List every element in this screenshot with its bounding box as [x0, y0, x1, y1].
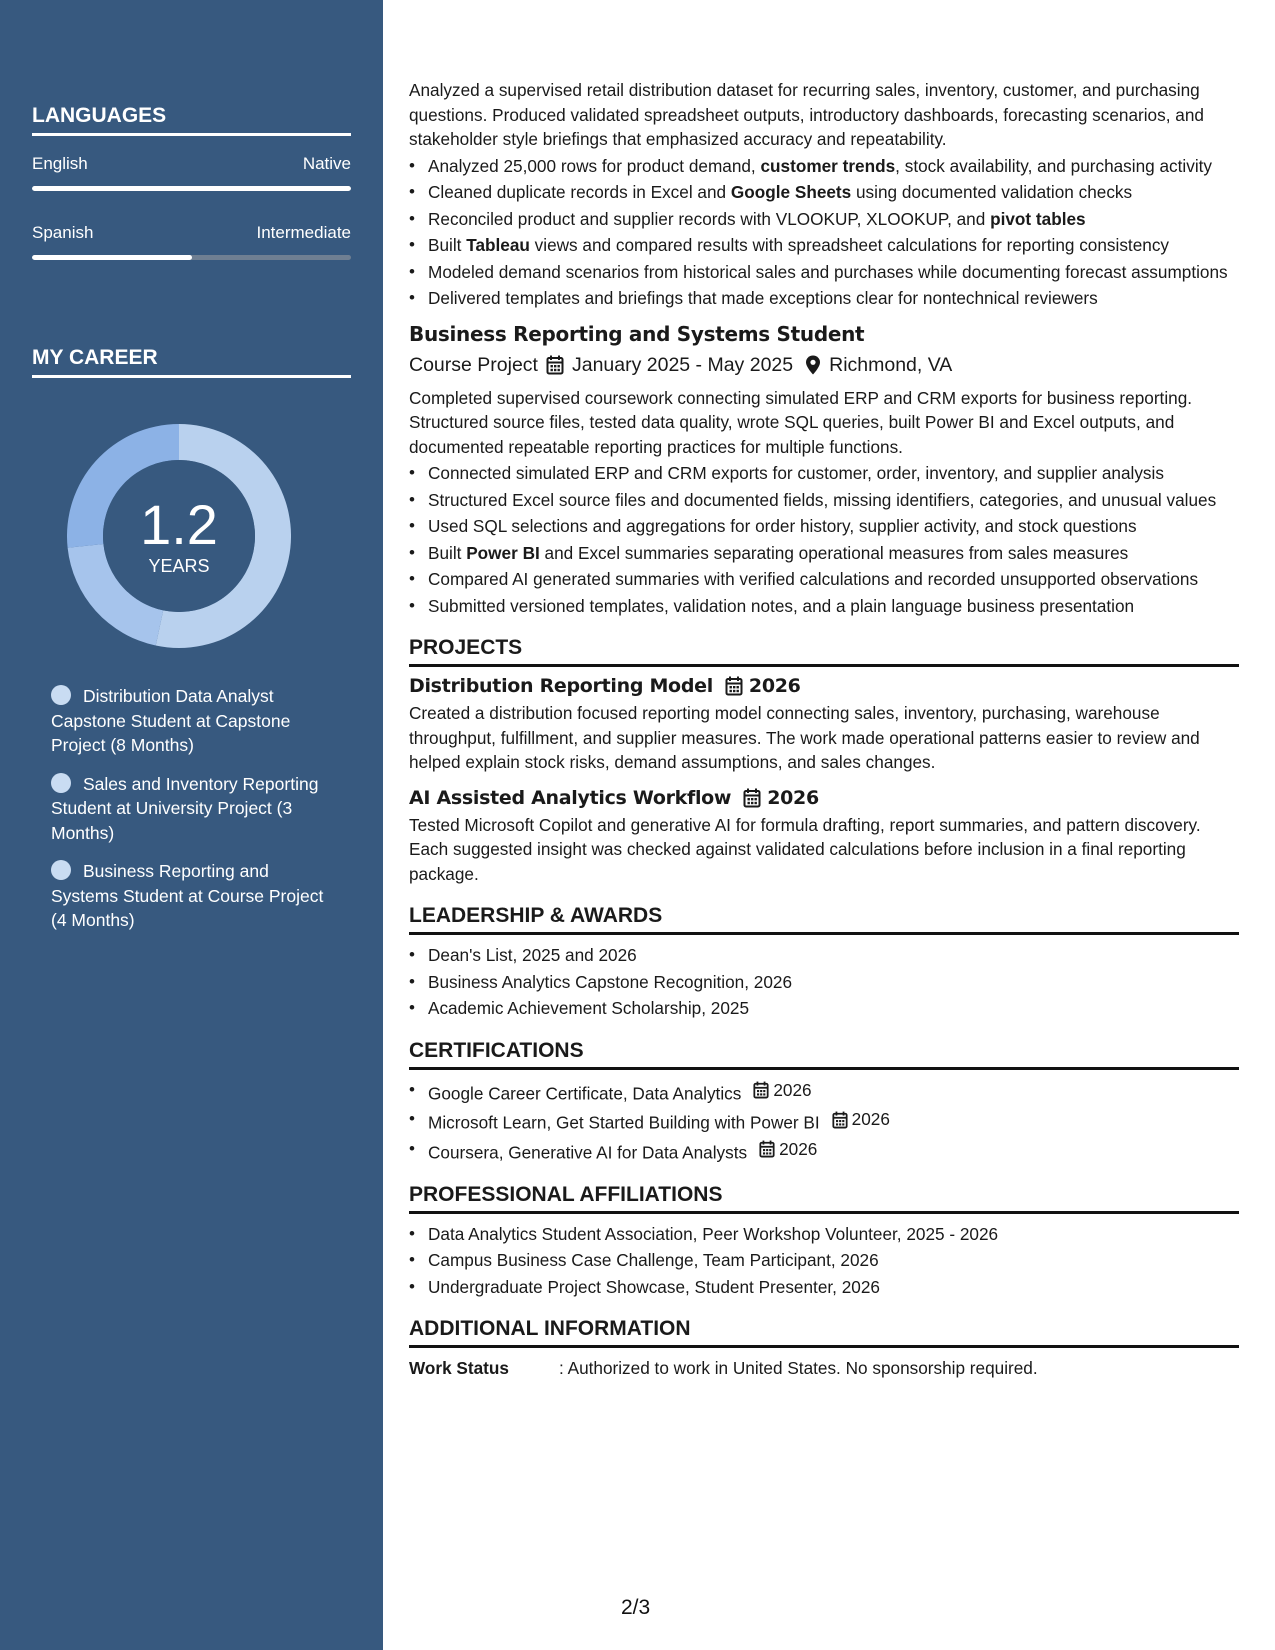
affiliations-list [409, 1222, 1239, 1300]
certification-item: • Google Career Certificate, Data Analytics 2026 [409, 1078, 1239, 1106]
job-paragraph: Completed supervised coursework connecting simulated ERP and CRM exports for business reporting. Structured source files, tested data quality, wrote SQL queries, built Power BI and Excel outputs, and documented repeatable reporting practices for multiple functions. [409, 387, 1193, 457]
project-year: 2026 [767, 786, 819, 809]
languages-section [32, 104, 351, 260]
languages-heading: LANGUAGES [32, 104, 351, 136]
bullet-item: • Cleaned duplicate records in Excel and Google Sheets using documented validation checks [409, 180, 1239, 205]
project-year: 2026 [748, 675, 801, 697]
bullet-item: • Structured Excel source files and documented fields, missing identifiers, categories, and unusual values [409, 488, 1239, 513]
project-description: Created a distribution focused reporting model connecting sales, inventory, purchasing, warehouse throughput, fulfillment, and supplier measures. The work made operational patterns easier to review and helped explain stock risks, demand assumptions, and sales changes. [409, 703, 1200, 772]
leadership-heading: LEADERSHIP & AWARDS [409, 904, 1239, 935]
affiliations-heading: PROFESSIONAL AFFILIATIONS [409, 1183, 1239, 1214]
career-dot-icon [51, 685, 71, 705]
work-status-label: Work Status [409, 1358, 509, 1379]
job-org: Course Project [409, 353, 538, 376]
bullet-item: • Compared AI generated summaries with verified calculations and recorded unsupported observations [409, 567, 1239, 592]
bullet-item: • Submitted versioned templates, validation notes, and a plain language business presentation [409, 594, 1239, 619]
bullet-item: • Built Tableau views and compared results with spreadsheet calculations for reporting consistency [409, 233, 1239, 258]
certifications-list [409, 1078, 1239, 1165]
bullet-item: • Built Power BI and Excel summaries separating operational measures from sales measures [409, 541, 1239, 566]
list-item: • Business Analytics Capstone Recognition, 2026 [409, 970, 1239, 995]
list-item: • Data Analytics Student Association, Peer Workshop Volunteer, 2025 - 2026 [409, 1222, 1239, 1247]
career-total-unit: YEARS [148, 555, 210, 576]
main-content [409, 78, 1239, 1379]
list-item: • Campus Business Case Challenge, Team Participant, 2026 [409, 1248, 1239, 1273]
certifications-heading: CERTIFICATIONS [409, 1039, 1239, 1070]
certification-year: 2026 [779, 1139, 818, 1159]
bullet-item: • Analyzed 25,000 rows for product demand, customer trends, stock availability, and purchasing activity [409, 154, 1239, 179]
language-name: English [32, 154, 88, 173]
job-bullets [409, 461, 1239, 618]
projects-list [409, 675, 1239, 886]
calendar-icon [546, 355, 564, 375]
language-proficiency-fill [32, 186, 351, 191]
job-dates: January 2025 - May 2025 [571, 353, 794, 376]
language-level: Intermediate [256, 223, 351, 242]
experience-intro-paragraph: Analyzed a supervised retail distribution dataset for recurring sales, inventory, customer, and purchasing questions. Produced validated spreadsheet outputs, introductory dashboards, forecasting scenarios, and stakeholder style briefings that emphasized accuracy and repeatability. [409, 80, 1204, 149]
calendar-icon [759, 1140, 775, 1158]
job-title: Business Reporting and Systems Student [409, 321, 865, 346]
career-total-years: 1.2 [140, 492, 218, 556]
calendar-icon [725, 676, 743, 696]
bullet-item: • Connected simulated ERP and CRM exports for customer, order, inventory, and supplier analysis [409, 461, 1239, 486]
bullet-item: • Delivered templates and briefings that made exceptions clear for nontechnical reviewers [409, 286, 1239, 311]
language-row [32, 223, 351, 243]
sidebar [0, 0, 383, 1650]
job-meta [409, 354, 1239, 377]
certification-item: • Coursera, Generative AI for Data Analysts 2026 [409, 1137, 1239, 1165]
location-pin-icon [805, 355, 821, 375]
bullet-item: • Used SQL selections and aggregations for order history, supplier activity, and stock questions [409, 514, 1239, 539]
leadership-list [409, 943, 1239, 1021]
language-proficiency-bar [32, 255, 351, 260]
certification-year: 2026 [851, 1109, 890, 1130]
career-dot-icon [51, 773, 71, 793]
experience-intro-bullets [409, 154, 1239, 311]
language-name: Spanish [32, 223, 94, 242]
career-item: Distribution Data Analyst Capstone Student at Capstone Project (8 Months) [51, 686, 291, 755]
career-section [32, 346, 351, 378]
career-heading: MY CAREER [32, 346, 351, 378]
career-list [51, 684, 331, 947]
projects-heading: PROJECTS [409, 636, 1239, 667]
list-item: • Dean's List, 2025 and 2026 [409, 943, 1239, 968]
language-level: Native [302, 154, 351, 173]
career-item: Sales and Inventory Reporting Student at University Project (3 Months) [51, 773, 319, 843]
calendar-icon [743, 788, 761, 808]
career-donut-chart [67, 424, 291, 648]
project-title: Distribution Reporting Model 2026 [409, 675, 801, 697]
calendar-icon [753, 1081, 769, 1099]
calendar-icon [832, 1111, 848, 1129]
work-status-row [409, 1358, 1239, 1379]
additional-info-heading: ADDITIONAL INFORMATION [409, 1317, 1239, 1348]
career-item: Business Reporting and Systems Student at Course Project (4 Months) [51, 861, 324, 930]
bullet-item: • Modeled demand scenarios from historical sales and purchases while documenting forecast assumptions [409, 260, 1239, 285]
certification-year: 2026 [773, 1079, 812, 1100]
language-proficiency-bar [32, 186, 351, 191]
language-row [32, 154, 351, 174]
project-description: Tested Microsoft Copilot and generative AI for formula drafting, report summaries, and pattern discovery. Each suggested insight was checked against validated calculations before inclusion in a final reporting package. [409, 814, 1201, 884]
certification-item: • Microsoft Learn, Get Started Building with Power BI 2026 [409, 1107, 1239, 1135]
career-dot-icon [51, 860, 71, 880]
bullet-item: • Reconciled product and supplier records with VLOOKUP, XLOOKUP, and pivot tables [409, 207, 1239, 232]
list-item: • Academic Achievement Scholarship, 2025 [409, 996, 1239, 1021]
job-location: Richmond, VA [829, 353, 953, 376]
page-number: 2/3 [621, 1596, 651, 1619]
list-item: • Undergraduate Project Showcase, Student Presenter, 2026 [409, 1275, 1239, 1300]
project-title: AI Assisted Analytics Workflow 2026 [409, 786, 819, 809]
language-proficiency-fill [32, 255, 192, 260]
work-status-value: : Authorized to work in United States. No sponsorship required. [559, 1358, 1038, 1379]
